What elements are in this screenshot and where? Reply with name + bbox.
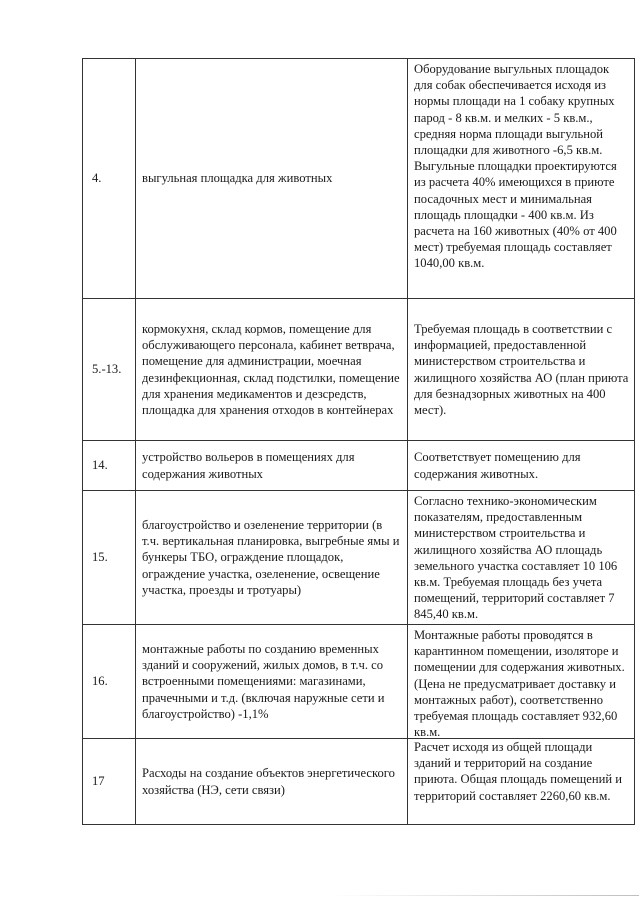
table-row <box>83 491 635 625</box>
row-number: 5.-13. <box>83 299 136 440</box>
item-description: Монтажные работы проводятся в карантинном помещении, изоляторе и помещении для содержания животных. (Цена не предусматривает доставку и монтажных работ), соответственно требуемая площадь составляет 932,60 кв.м. <box>408 625 635 738</box>
item-description: Требуемая площадь в соответствии с информацией, предоставленной министерством строительства и жилищного хозяйства АО (план приюта для безнадзорных животных на 400 мест). <box>408 299 635 440</box>
item-description: Согласно технико-экономическим показателям, предоставленным министерством строительства и жилищного хозяйства АО площадь земельного участка составляет 10 106 кв.м. Требуемая площадь без учета помещений, территорий составляет 7 845,40 кв.м. <box>408 491 635 624</box>
row-number: 15. <box>83 491 136 624</box>
data-table <box>82 58 635 825</box>
item-name: монтажные работы по созданию временных зданий и сооружений, жилых домов, в т.ч. со встроенными помещениями: магазинами, прачечными и т.д. (включая наружные сети и благоустройство) -1,1% <box>136 625 408 738</box>
row-number: 16. <box>83 625 136 738</box>
table-row <box>83 625 635 739</box>
table-row <box>83 59 635 299</box>
table-row <box>83 739 635 825</box>
row-number: 14. <box>83 441 136 490</box>
item-description: Соответствует помещению для содержания животных. <box>408 441 635 490</box>
item-name: кормокухня, склад кормов, помещение для обслуживающего персонала, кабинет ветврача, помещение для администрации, моечная дезинфекционная, склад подстилки, помещение для хранения медикаментов и дезсредств, площадка для хранения отходов в контейнерах <box>136 299 408 440</box>
item-description: Расчет исходя из общей площади зданий и территорий на создание приюта. Общая площадь помещений и территорий составляет 2260,60 кв.м. <box>408 739 635 824</box>
item-name: Расходы на создание объектов энергетического хозяйства (НЭ, сети связи) <box>136 739 408 824</box>
item-name: устройство вольеров в помещениях для содержания животных <box>136 441 408 490</box>
item-name: благоустройство и озеленение территории (в т.ч. вертикальная планировка, выгребные ямы и бункеры ТБО, ограждение площадок, ограждение участка, озеленение, освещение участка, проезды и тротуары) <box>136 491 408 624</box>
item-description: Оборудование выгульных площадок для собак обеспечивается исходя из нормы площади на 1 собаку крупных парод - 8 кв.м. и мелких - 5 кв.м., средняя норма площади выгульной площадки для животного -6,5 кв.м. Выгульные площадки проектируются из расчета 40% имеющихся в приюте посадочных мест и минимальная площадь площадки - 400 кв.м. Из расчета на 160 животных (40% от 400 мест) требуемая площадь составляет 1040,00 кв.м. <box>408 59 635 298</box>
item-name: выгульная площадка для животных <box>136 59 408 298</box>
table-row <box>83 299 635 441</box>
row-number: 17 <box>83 739 136 824</box>
table-row <box>83 441 635 491</box>
row-number: 4. <box>83 59 136 298</box>
scan-edge-line <box>330 895 639 896</box>
